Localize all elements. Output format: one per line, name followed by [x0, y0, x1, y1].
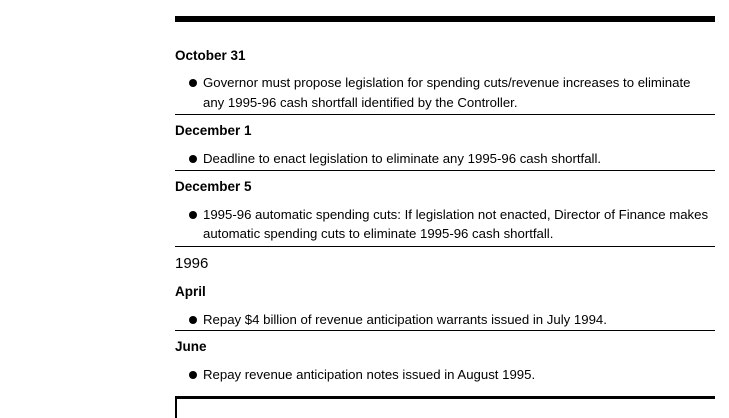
list-item-text: Deadline to enact legislation to eliminate any 1995-96 cash shortfall.	[203, 151, 602, 166]
section-year-1996	[175, 247, 715, 274]
list-item-text: Governor must propose legislation for spending cuts/revenue increases to eliminate any 1995-96 cash shortfall identified by the Controller.	[203, 75, 691, 110]
text-cursor	[175, 399, 177, 418]
bullet-icon	[189, 79, 197, 87]
bottom-rule	[175, 396, 715, 399]
section-october-31	[175, 22, 715, 112]
list-item	[175, 365, 715, 385]
section-heading: October 31	[175, 48, 246, 63]
schedule-document	[175, 16, 715, 385]
list-item-text: Repay $4 billion of revenue anticipation warrants issued in July 1994.	[203, 311, 607, 327]
list-item	[175, 205, 715, 244]
bullet-icon	[189, 211, 197, 219]
section-december-1	[175, 115, 715, 169]
bullet-list	[175, 365, 715, 385]
bullet-icon	[189, 316, 197, 324]
section-heading: June	[175, 339, 207, 354]
section-december-5	[175, 171, 715, 244]
section-april	[175, 274, 715, 330]
year-heading: 1996	[175, 254, 209, 272]
list-item-text: Repay revenue anticipation notes issued in August 1995.	[203, 367, 536, 382]
list-item	[175, 310, 715, 330]
list-item-text: 1995-96 automatic spending cuts: If legislation not enacted, Director of Finance makes automatic spending cuts to eliminate 1995-96 cash shortfall.	[203, 206, 709, 241]
list-item	[175, 73, 715, 112]
bullet-icon	[189, 371, 197, 379]
bullet-list	[175, 73, 715, 112]
section-heading: December 5	[175, 178, 252, 194]
bullet-icon	[189, 155, 197, 163]
section-heading: December 1	[175, 123, 252, 138]
section-june	[175, 331, 715, 385]
bullet-list	[175, 149, 715, 169]
section-heading: April	[175, 283, 206, 299]
list-item	[175, 149, 715, 169]
bullet-list	[175, 205, 715, 244]
bullet-list	[175, 310, 715, 330]
